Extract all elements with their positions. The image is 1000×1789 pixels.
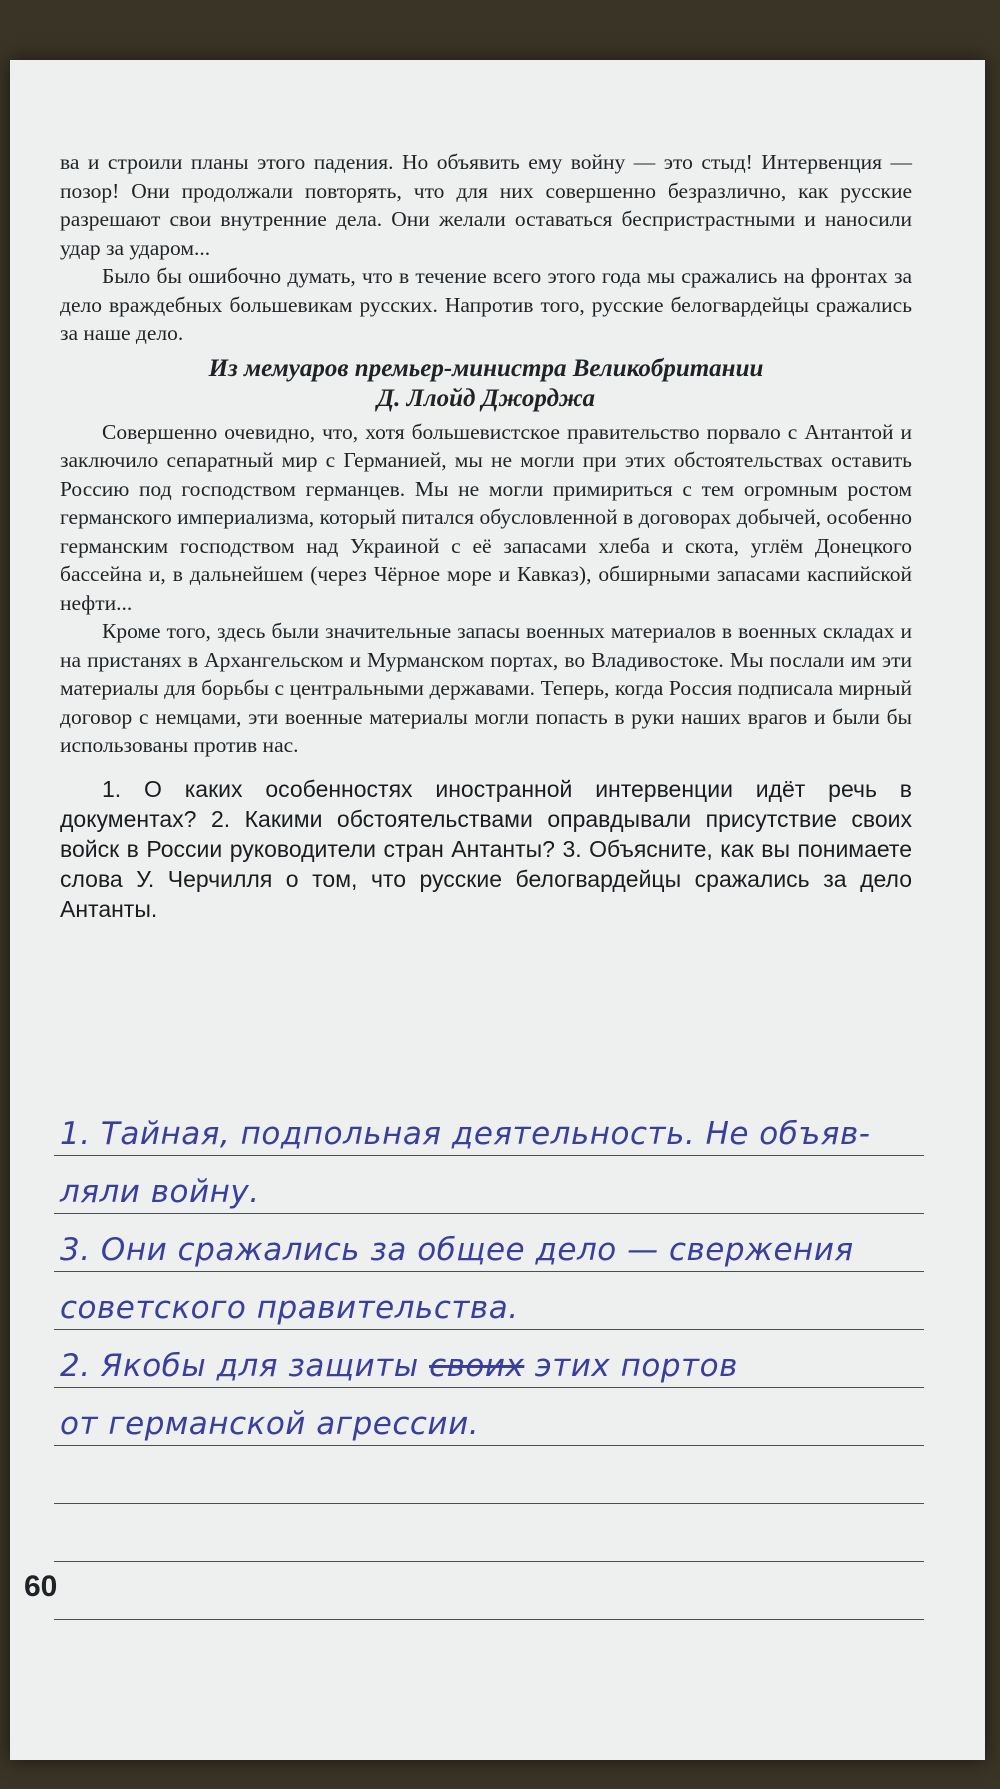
answer-line bbox=[54, 1272, 924, 1330]
textbook-page bbox=[10, 60, 985, 1760]
handwritten-answers bbox=[54, 1098, 924, 1620]
handwritten-text: ляли войну. bbox=[60, 1174, 260, 1210]
answer-line bbox=[54, 1388, 924, 1446]
ruled-line bbox=[54, 1619, 924, 1620]
handwritten-text: от германской агрессии. bbox=[60, 1406, 480, 1442]
struck-word: своих bbox=[429, 1348, 525, 1384]
answer-line bbox=[54, 1098, 924, 1156]
answer-line bbox=[54, 1562, 924, 1620]
excerpt-paragraph: Было бы ошибочно думать, что в течение всего этого года мы сражались на фронтах за дело враждебных большевикам русских. Напротив того, русские белогвардейцы сражались за наше дело. bbox=[60, 264, 912, 345]
page-number: 60 bbox=[24, 1570, 58, 1603]
excerpt-paragraph: ва и строили планы этого падения. Но объявить ему войну — это стыд! Интервенция — позор! Они продолжали повторять, что для них совершенно безразлично, как русские разрешают свои внутренние дела. Они желали оставаться беспристрастными и наносили удар за ударом... bbox=[60, 150, 912, 260]
answer-line bbox=[54, 1446, 924, 1504]
handwritten-segment: 2. Якобы для защиты bbox=[60, 1348, 430, 1384]
handwritten-text: советского правительства. bbox=[60, 1290, 519, 1326]
handwritten-segment: этих портов bbox=[524, 1348, 738, 1384]
answer-line bbox=[54, 1330, 924, 1388]
source-title-line: Из мемуаров премьер-министра Великобритании bbox=[208, 354, 764, 382]
answer-line bbox=[54, 1214, 924, 1272]
answer-line bbox=[54, 1504, 924, 1562]
excerpt-paragraph: Кроме того, здесь были значительные запасы военных материалов в военных складах и на пристанях в Архангельском и Мурманском портах, во Владивостоке. Мы послали им эти материалы для борьбы с центральными державами. Теперь, когда Россия подписала мирный договор с немцами, эти военные материалы могли попасть в руки наших врагов и были бы использованы против нас. bbox=[60, 619, 912, 757]
excerpt-paragraph: Совершенно очевидно, что, хотя большевистское правительство порвало с Антантой и заключило сепаратный мир с Германией, мы не могли при этих обстоятельствах оставить Россию под господством германцев. Мы не могли примириться с тем огромным ростом германского империализма, который питался обусловленной в договорах добычей, особенно германским господством над Украиной с её запасами хлеба и скота, углём Донецкого бассейна и, в дальнейшем (через Чёрное море и Кавказ), обширными запасами каспийской нефти... bbox=[60, 419, 912, 615]
answer-line bbox=[54, 1156, 924, 1214]
handwritten-text: 1. Тайная, подпольная деятельность. Не объяв- bbox=[60, 1116, 871, 1152]
source-title bbox=[60, 354, 912, 414]
source-title-line: Д. Ллойд Джорджа bbox=[377, 384, 595, 412]
handwritten-text: 3. Они сражались за общее дело — свержения bbox=[60, 1232, 854, 1268]
handwritten-text bbox=[60, 1348, 738, 1384]
page-content bbox=[60, 148, 912, 924]
questions-block: 1. О каких особенностях иностранной интервенции идёт речь в документах? 2. Какими обстоятельствами оправдывали присутствие своих войск в России руководители стран Антанты? 3. Объясните, как вы понимаете слова У. Черчилля о том, что русские белогвардейцы сражались за дело Антанты. bbox=[60, 775, 912, 922]
